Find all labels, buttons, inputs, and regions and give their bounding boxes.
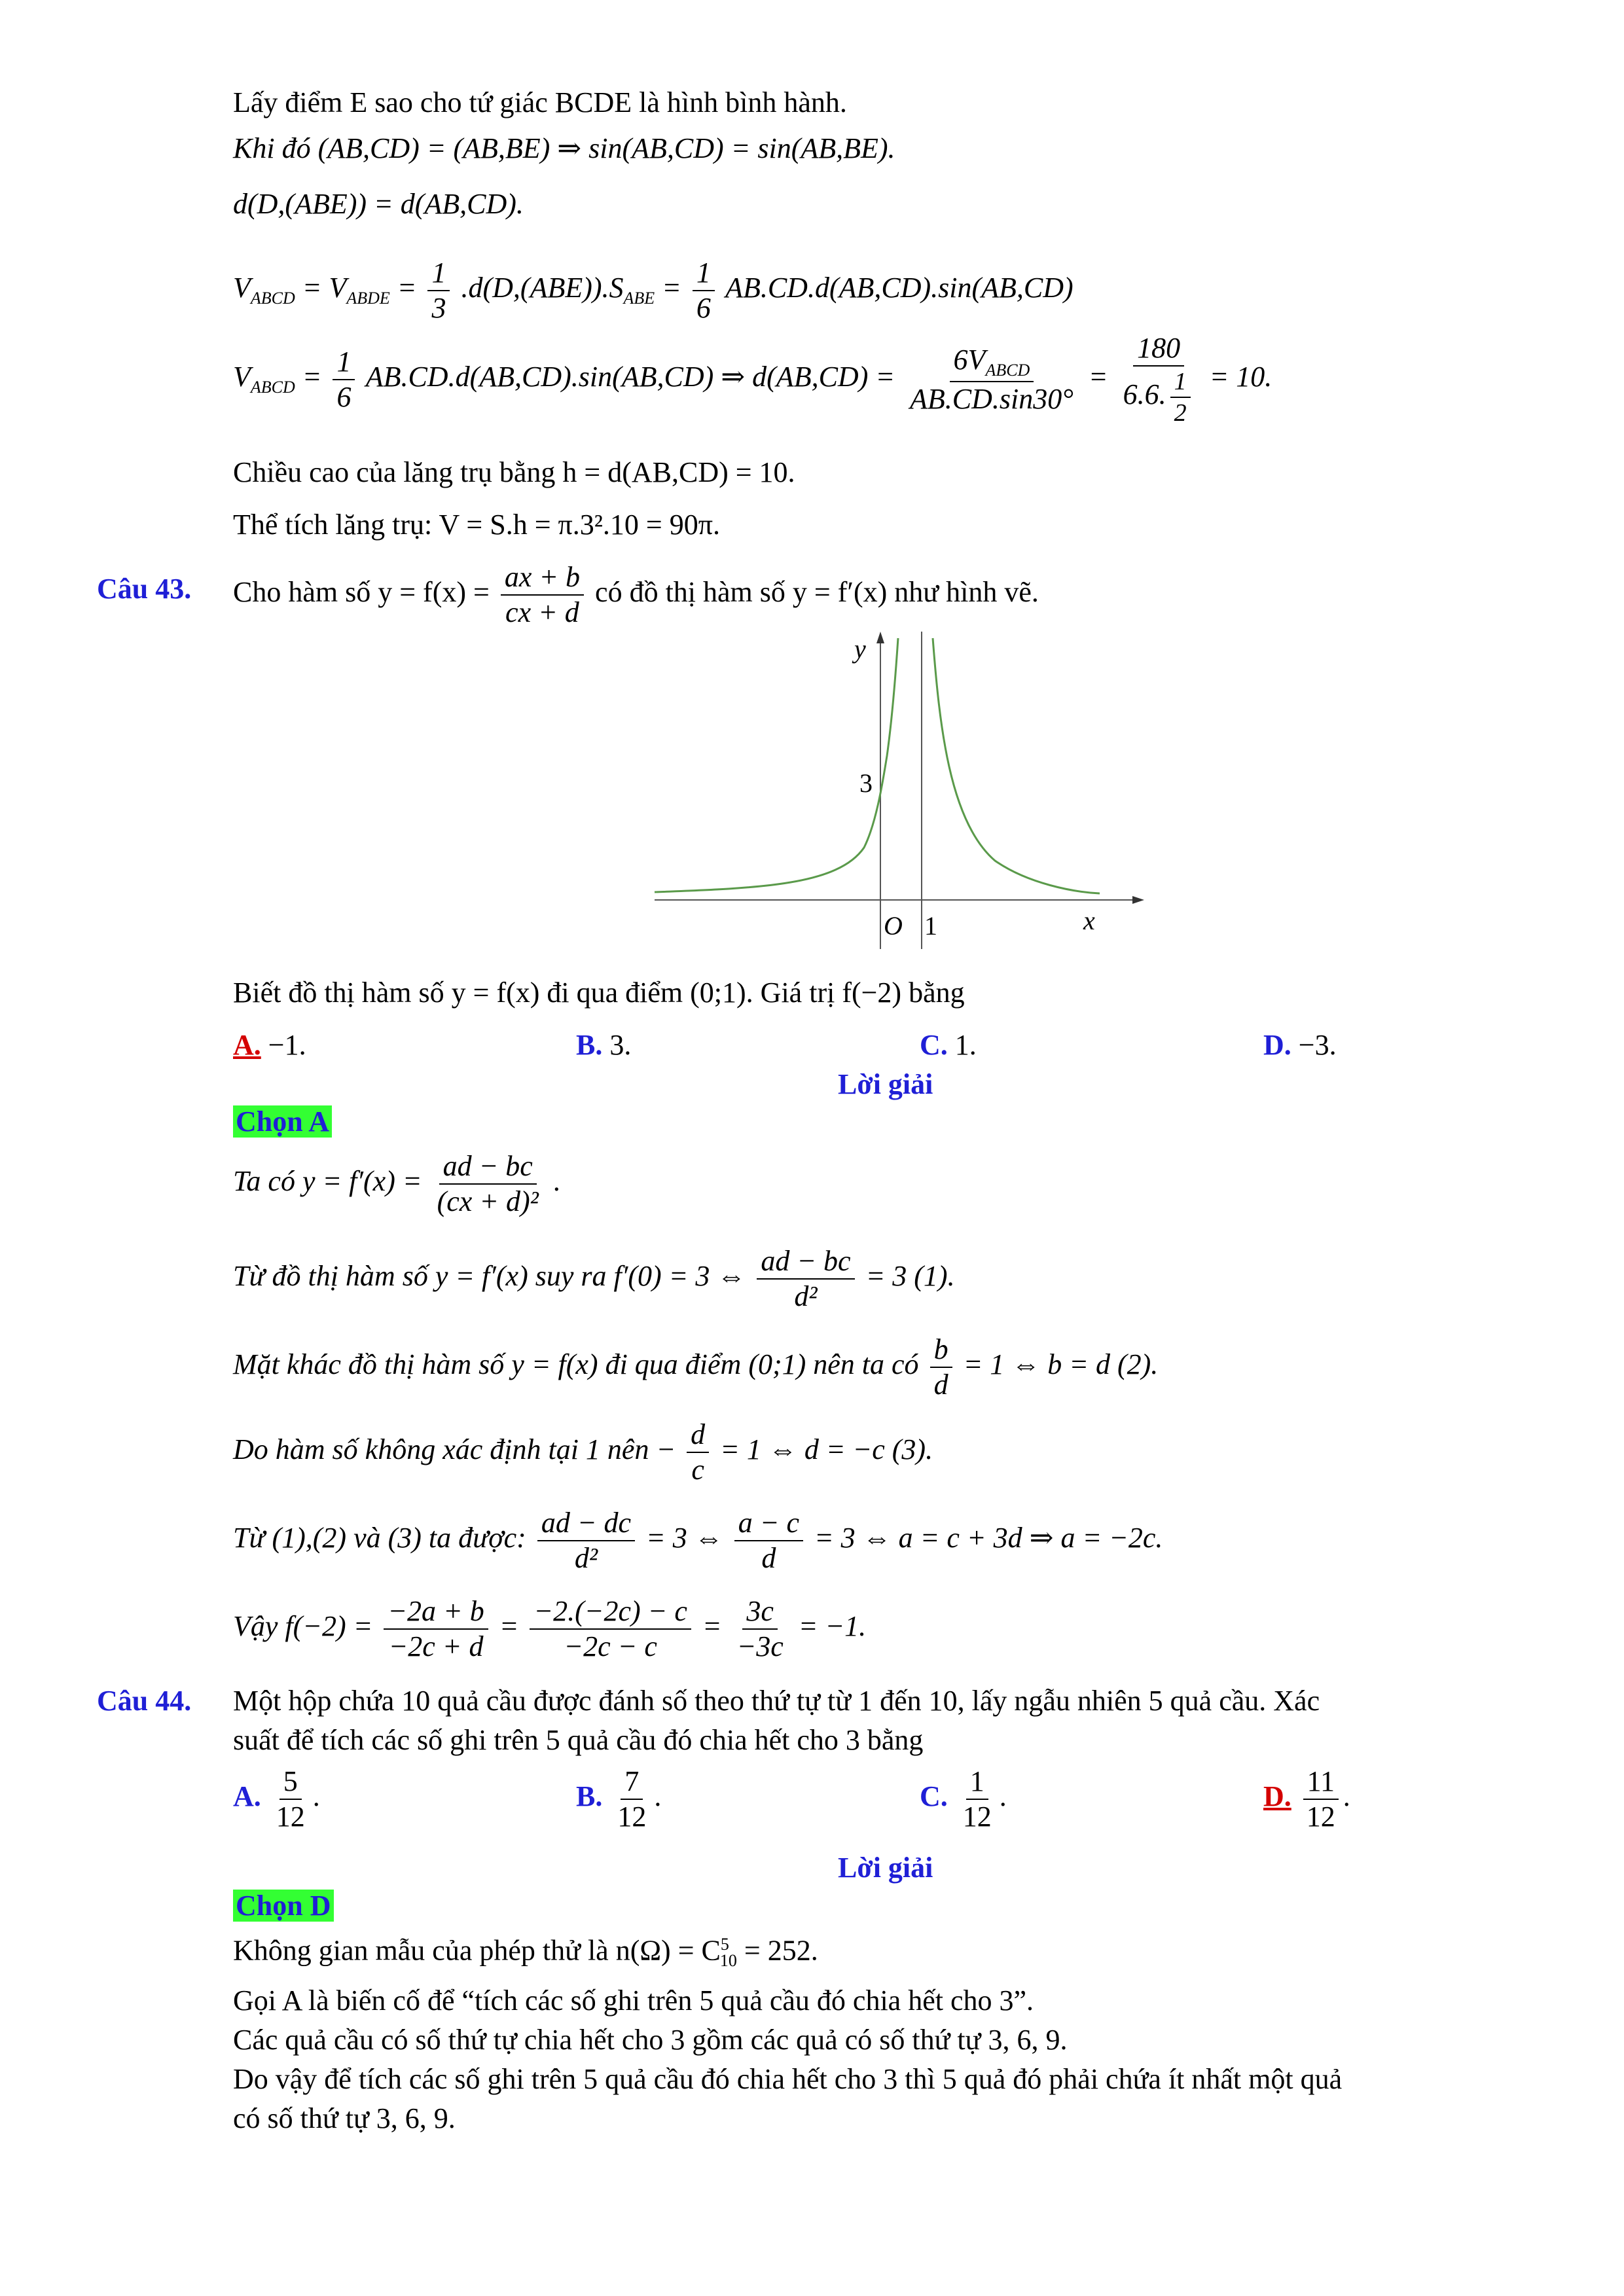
- left-branch-curve: [655, 638, 898, 892]
- q44-chosen-answer: Chọn D: [233, 1892, 334, 1920]
- y-axis-arrow: [876, 632, 884, 643]
- question-44-label: Câu 44.: [97, 1685, 192, 1717]
- y-tick-3: 3: [859, 768, 873, 798]
- q43-solution-title: Lời giải: [838, 1068, 933, 1100]
- question-43-text: Cho hàm số y = f(x) = $\frac{ax + b}{cx + d}$ có đồ thị hàm số y = f′(x) như hình vẽ.: [233, 561, 1039, 628]
- q43-option-c[interactable]: C. 1.: [920, 1029, 977, 1061]
- q43-step-6: Vậy f(−2) = $\frac{-2a + b}{-2c + d}$ = $\frac{-2.(-2c) - c}{-2c - c}$ = $\frac{3c}{-3c}$ = −1.: [233, 1595, 867, 1662]
- q43-option-d[interactable]: D. −3.: [1263, 1029, 1337, 1061]
- line-distance-computation: $V_{ABCD}$ = $\frac{1}{6}$ AB.CD.d(AB,CD).sin(AB,CD) ⇒ d(AB,CD) = $\frac{6V_{ABCD}}{AB.CD.\sin 30^\circ}$ = 180 6.6. $\frac{1}{2}$ = 10.: [233, 332, 1272, 427]
- q44-option-c[interactable]: C. $\frac{1}{12}$ .: [920, 1765, 1007, 1833]
- line-angle-equality: Khi đó (AB,CD) = (AB,BE) ⇒ sin(AB,CD) = sin(AB,BE).: [233, 132, 895, 164]
- line-volume-formula: $V_{ABCD} = V_{ABDE}$ = $\frac{1}{3}$ $.d(D,(ABE)).S_{ABE}$ = $\frac{1}{6}$ AB.CD.d(AB,CD).sin(AB,CD): [233, 257, 1074, 324]
- q44-option-b[interactable]: B. $\frac{7}{12}$ .: [576, 1765, 662, 1833]
- origin-label: O: [884, 911, 903, 941]
- q43-step-4: Do hàm số không xác định tại 1 nên − $\frac{d}{c}$ = 1 ⇔ d = −c (3).: [233, 1418, 933, 1486]
- question-44-text-1: Một hộp chứa 10 quả cầu được đánh số theo thứ tự từ 1 đến 10, lấy ngẫu nhiên 5 quả cầu. Xác: [233, 1685, 1320, 1717]
- q44-step-4: Do vậy để tích các số ghi trên 5 quả cầu đó chia hết cho 3 thì 5 quả đó phải chứa ít nhất một quả: [233, 2063, 1343, 2095]
- derivative-graph: [641, 625, 1146, 952]
- line-prism-volume: Thể tích lăng trụ: V = S.h = π.3².10 = 90π.: [233, 509, 720, 541]
- q44-solution-title: Lời giải: [838, 1852, 933, 1884]
- q43-chosen-answer: Chọn A: [233, 1107, 332, 1136]
- q44-option-a[interactable]: A. $\frac{5}{12}$ .: [233, 1765, 320, 1833]
- x-axis-arrow: [1132, 896, 1144, 904]
- line-distance-equality: d(D,(ABE)) = d(AB,CD).: [233, 188, 524, 220]
- q43-step-2: Từ đồ thị hàm số y = f′(x) suy ra f′(0) = 3 ⇔ $\frac{ad - bc}{\text{d²}}$ = 3 (1).: [233, 1245, 955, 1312]
- line-parallelogram: Lấy điểm E sao cho tứ giác BCDE là hình bình hành.: [233, 86, 847, 118]
- q44-step-2: Gọi A là biến cố để “tích các số ghi trên 5 quả cầu đó chia hết cho 3”.: [233, 1984, 1034, 2017]
- question-43-label: Câu 43.: [97, 573, 192, 605]
- x-tick-1: 1: [924, 911, 937, 941]
- x-axis-label: x: [1083, 906, 1095, 935]
- line-prism-height: Chiều cao của lăng trụ bằng h = d(AB,CD) = 10.: [233, 456, 795, 488]
- q43-step-1: Ta có y = f′(x) = $\frac{ad - bc}{\text{(cx + d)²}}$ .: [233, 1150, 561, 1217]
- q43-step-5: Từ (1),(2) và (3) ta được: $\frac{ad - dc}{\text{d²}}$ = 3 ⇔ $\frac{a - c}{d}$ = 3 ⇔ a = c + 3d ⇒ a = −2c.: [233, 1507, 1163, 1574]
- y-axis-label: y: [854, 634, 866, 664]
- q43-step-3: Mặt khác đồ thị hàm số y = f(x) đi qua điểm (0;1) nên ta có $\frac{b}{d}$ = 1 ⇔ b = d (2).: [233, 1333, 1159, 1401]
- right-branch-curve: [933, 638, 1100, 893]
- question-43-condition: Biết đồ thị hàm số y = f(x) đi qua điểm (0;1). Giá trị f(−2) bằng: [233, 977, 965, 1009]
- q44-step-5: có số thứ tự 3, 6, 9.: [233, 2102, 456, 2134]
- q43-option-b[interactable]: B. 3.: [576, 1029, 632, 1061]
- q44-option-d[interactable]: D. $\frac{11}{12}$ .: [1263, 1765, 1350, 1833]
- question-44-text-2: suất để tích các số ghi trên 5 quả cầu đó chia hết cho 3 bằng: [233, 1724, 924, 1756]
- q43-option-a[interactable]: A. −1.: [233, 1029, 306, 1061]
- q44-step-1: Không gian mẫu của phép thử là $n(\Omega) = C^5_{10} = 252$.: [233, 1934, 818, 1971]
- q44-step-3: Các quả cầu có số thứ tự chia hết cho 3 gồm các quả có số thứ tự 3, 6, 9.: [233, 2024, 1068, 2056]
